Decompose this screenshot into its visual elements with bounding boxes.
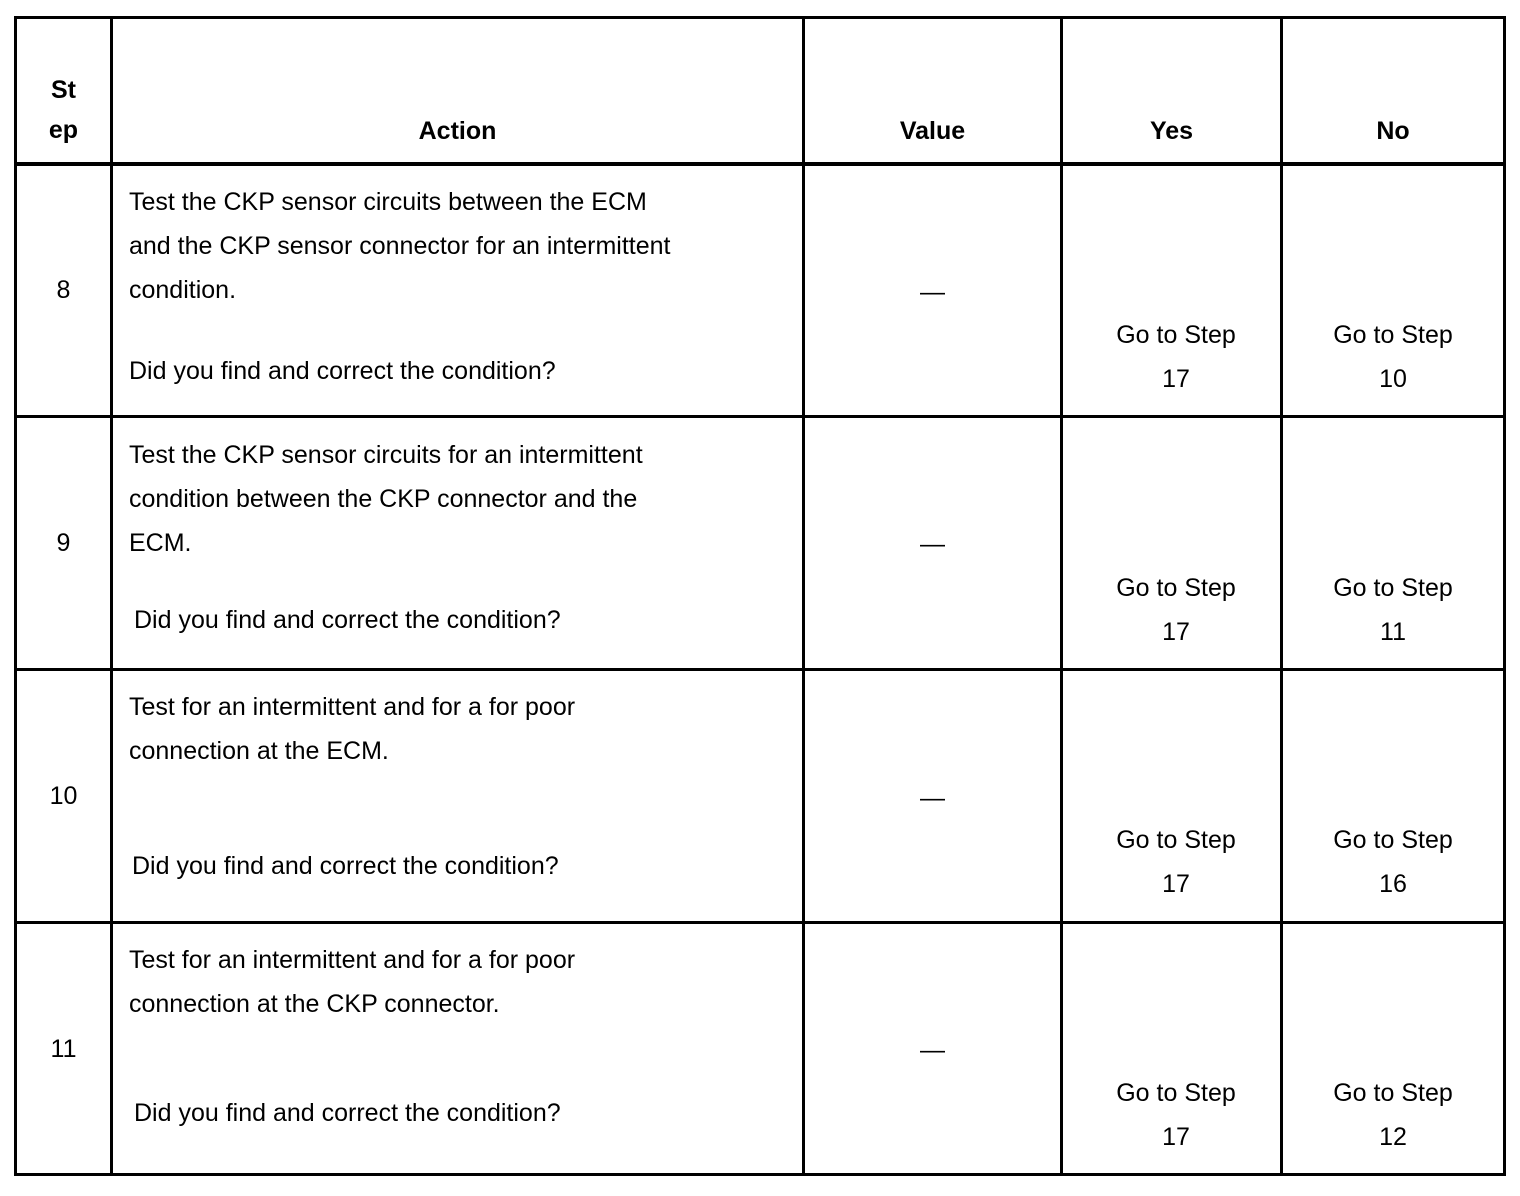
- step-number: 11: [50, 1035, 77, 1063]
- value-text: —: [920, 1036, 945, 1064]
- action-line: Test the CKP sensor circuits between the ECM: [129, 188, 647, 216]
- header-step-line2: ep: [48, 116, 79, 144]
- yes-goto-label: Go to Step: [1116, 826, 1236, 854]
- yes-goto-label: Go to Step: [1116, 1079, 1236, 1107]
- no-goto-label: Go to Step: [1333, 826, 1453, 854]
- yes-goto: [1063, 818, 1289, 906]
- step-number: 9: [56, 529, 71, 557]
- yes-goto-step: 17: [1162, 618, 1190, 646]
- table-border-right: [1503, 16, 1506, 1176]
- no-goto-step: 11: [1380, 618, 1406, 646]
- yes-goto: [1063, 566, 1289, 654]
- action-line: condition.: [129, 276, 237, 304]
- action-line: Test for an intermittent and for a for poor: [129, 946, 576, 974]
- action-line: and the CKP sensor connector for an intermittent: [129, 232, 671, 260]
- column-divider: [802, 16, 805, 1176]
- no-goto: [1283, 313, 1503, 401]
- no-goto-step: 10: [1379, 365, 1407, 393]
- header-no: No: [1376, 117, 1410, 145]
- action-line: connection at the ECM.: [129, 737, 389, 765]
- yes-goto: [1063, 313, 1289, 401]
- step-number: 10: [49, 782, 78, 810]
- action-line: Test the CKP sensor circuits for an intermittent: [129, 441, 643, 469]
- yes-goto-label: Go to Step: [1116, 321, 1236, 349]
- table-border-left: [14, 16, 17, 1176]
- no-goto-step: 16: [1379, 870, 1407, 898]
- action-line: condition between the CKP connector and the: [129, 485, 638, 513]
- action-line: ECM.: [129, 529, 192, 557]
- yes-goto-label: Go to Step: [1116, 574, 1236, 602]
- value-text: —: [920, 278, 945, 306]
- yes-goto-step: 17: [1162, 365, 1190, 393]
- value-text: —: [920, 784, 945, 812]
- action-text: [129, 433, 769, 565]
- no-goto-step: 12: [1379, 1123, 1407, 1151]
- action-line: connection at the CKP connector.: [129, 990, 500, 1018]
- header-step-line1: St: [51, 76, 76, 104]
- no-goto: [1283, 818, 1503, 906]
- action-text: [129, 938, 769, 1026]
- yes-goto-step: 17: [1162, 870, 1190, 898]
- no-goto: [1283, 1071, 1503, 1159]
- header-value: Value: [899, 117, 966, 145]
- action-line: Test for an intermittent and for a for poor: [129, 693, 576, 721]
- action-question: Did you find and correct the condition?: [129, 357, 556, 385]
- step-number: 8: [56, 276, 71, 304]
- no-goto-label: Go to Step: [1333, 321, 1453, 349]
- action-question: Did you find and correct the condition?: [134, 1099, 561, 1127]
- header-step: [17, 70, 110, 150]
- value-text: —: [920, 530, 945, 558]
- column-divider: [110, 16, 113, 1176]
- header-yes: Yes: [1149, 117, 1194, 145]
- no-goto-label: Go to Step: [1333, 1079, 1453, 1107]
- action-text: [129, 180, 769, 312]
- action-question: Did you find and correct the condition?: [134, 606, 561, 634]
- action-text: [129, 685, 769, 773]
- no-goto: [1283, 566, 1503, 654]
- header-action: Action: [418, 117, 497, 145]
- yes-goto: [1063, 1071, 1289, 1159]
- action-question: Did you find and correct the condition?: [132, 852, 559, 880]
- yes-goto-step: 17: [1162, 1123, 1190, 1151]
- no-goto-label: Go to Step: [1333, 574, 1453, 602]
- diagnostic-table: [14, 16, 1506, 1176]
